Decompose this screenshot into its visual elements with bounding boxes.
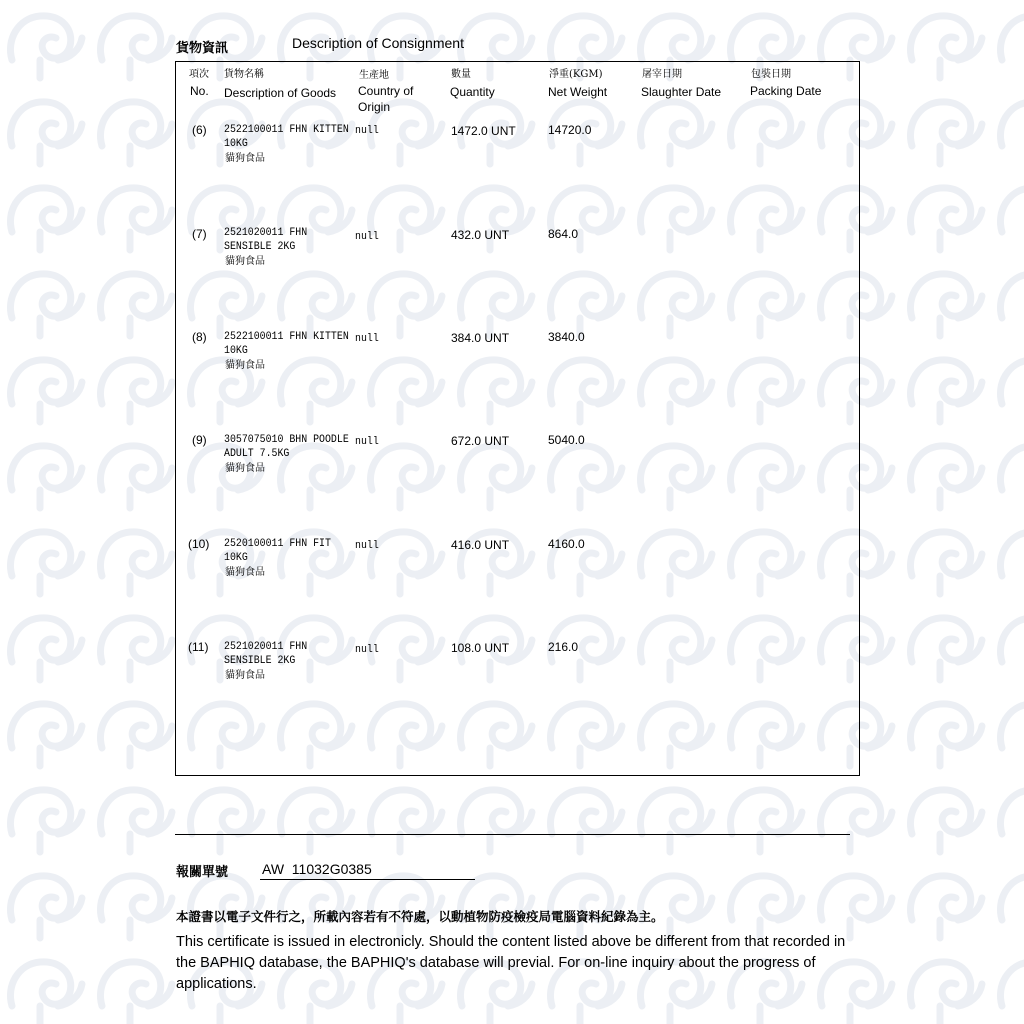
section-title-zh: 貨物資訊 <box>176 41 229 56</box>
notice-en: This certificate is issued in electronicly. Should the content listed above be different from that recorded in the BAPHIQ database, the BAPHIQ's database will previal. For on-line inquiry about the progress of applications. <box>176 934 846 992</box>
row-quantity: 672.0 UNT <box>451 434 510 448</box>
row-desc-line1: 2521020011 FHN <box>224 641 308 653</box>
row-desc-line2: 10KG <box>224 552 248 564</box>
col-weight-zh: 淨重(KGM) <box>549 69 603 80</box>
row-origin: null <box>355 644 379 656</box>
section-title-en: Description of Consignment <box>292 35 464 51</box>
col-origin-zh: 生產地 <box>359 70 389 81</box>
row-desc-line2: SENSIBLE 2KG <box>224 241 296 253</box>
row-desc-zh: 貓狗食品 <box>225 670 265 681</box>
row-quantity: 432.0 UNT <box>451 228 510 242</box>
row-desc-line1: 2522100011 FHN KITTEN <box>224 124 349 136</box>
row-desc-zh: 貓狗食品 <box>225 567 265 578</box>
col-packing-zh: 包裝日期 <box>751 69 791 80</box>
row-desc-line2: SENSIBLE 2KG <box>224 655 296 667</box>
col-slaughter-en: Slaughter Date <box>641 85 722 99</box>
footer-divider <box>175 834 850 835</box>
col-slaughter-zh: 屠宰日期 <box>642 69 682 80</box>
row-desc-line1: 2521020011 FHN <box>224 227 308 239</box>
row-desc-line1: 3057075010 BHN POODLE <box>224 434 349 446</box>
row-desc-zh: 貓狗食品 <box>225 153 265 164</box>
row-no: (8) <box>192 330 207 344</box>
col-quantity-en: Quantity <box>450 85 495 99</box>
row-desc-zh: 貓狗食品 <box>225 360 265 371</box>
row-desc-zh: 貓狗食品 <box>225 463 265 474</box>
row-desc-zh: 貓狗食品 <box>225 256 265 267</box>
col-desc-en: Description of Goods <box>224 86 337 100</box>
row-no: (9) <box>192 433 207 447</box>
row-origin: null <box>355 231 379 243</box>
row-origin: null <box>355 436 379 448</box>
col-packing-en: Packing Date <box>750 84 822 98</box>
row-net-weight: 4160.0 <box>548 537 585 551</box>
row-net-weight: 864.0 <box>548 227 579 241</box>
col-weight-en: Net Weight <box>548 85 608 99</box>
notice-zh: 本證書以電子文件行之，所載內容若有不符處，以動植物防疫檢疫局電腦資料紀錄為主。 <box>176 909 664 924</box>
declaration-number: AW 11032G0385 <box>262 861 372 877</box>
row-quantity: 108.0 UNT <box>451 641 510 655</box>
row-net-weight: 14720.0 <box>548 123 592 137</box>
col-origin-en: Country of Origin <box>358 84 414 114</box>
row-quantity: 1472.0 UNT <box>451 124 516 138</box>
row-desc-line1: 2520100011 FHN FIT <box>224 538 331 550</box>
row-net-weight: 216.0 <box>548 640 579 654</box>
col-quantity-zh: 數量 <box>451 69 471 80</box>
row-desc-line2: 10KG <box>224 345 248 357</box>
consignment-table <box>175 61 860 776</box>
row-quantity: 384.0 UNT <box>451 331 510 345</box>
row-no: (11) <box>188 640 209 654</box>
row-desc-line1: 2522100011 FHN KITTEN <box>224 331 349 343</box>
col-desc-zh: 貨物名稱 <box>224 69 264 80</box>
declaration-label: 報關單號 <box>176 865 229 880</box>
row-quantity: 416.0 UNT <box>451 538 510 552</box>
row-net-weight: 5040.0 <box>548 433 585 447</box>
row-no: (7) <box>192 227 207 241</box>
row-no: (10) <box>188 537 210 551</box>
col-no-zh: 項次 <box>189 69 209 80</box>
row-desc-line2: 10KG <box>224 138 248 150</box>
declaration-underline <box>260 879 475 880</box>
row-desc-line2: ADULT 7.5KG <box>224 448 290 460</box>
row-net-weight: 3840.0 <box>548 330 585 344</box>
row-origin: null <box>355 125 379 137</box>
row-no: (6) <box>192 123 207 137</box>
col-no-en: No. <box>190 84 209 98</box>
row-origin: null <box>355 333 379 345</box>
row-origin: null <box>355 540 379 552</box>
